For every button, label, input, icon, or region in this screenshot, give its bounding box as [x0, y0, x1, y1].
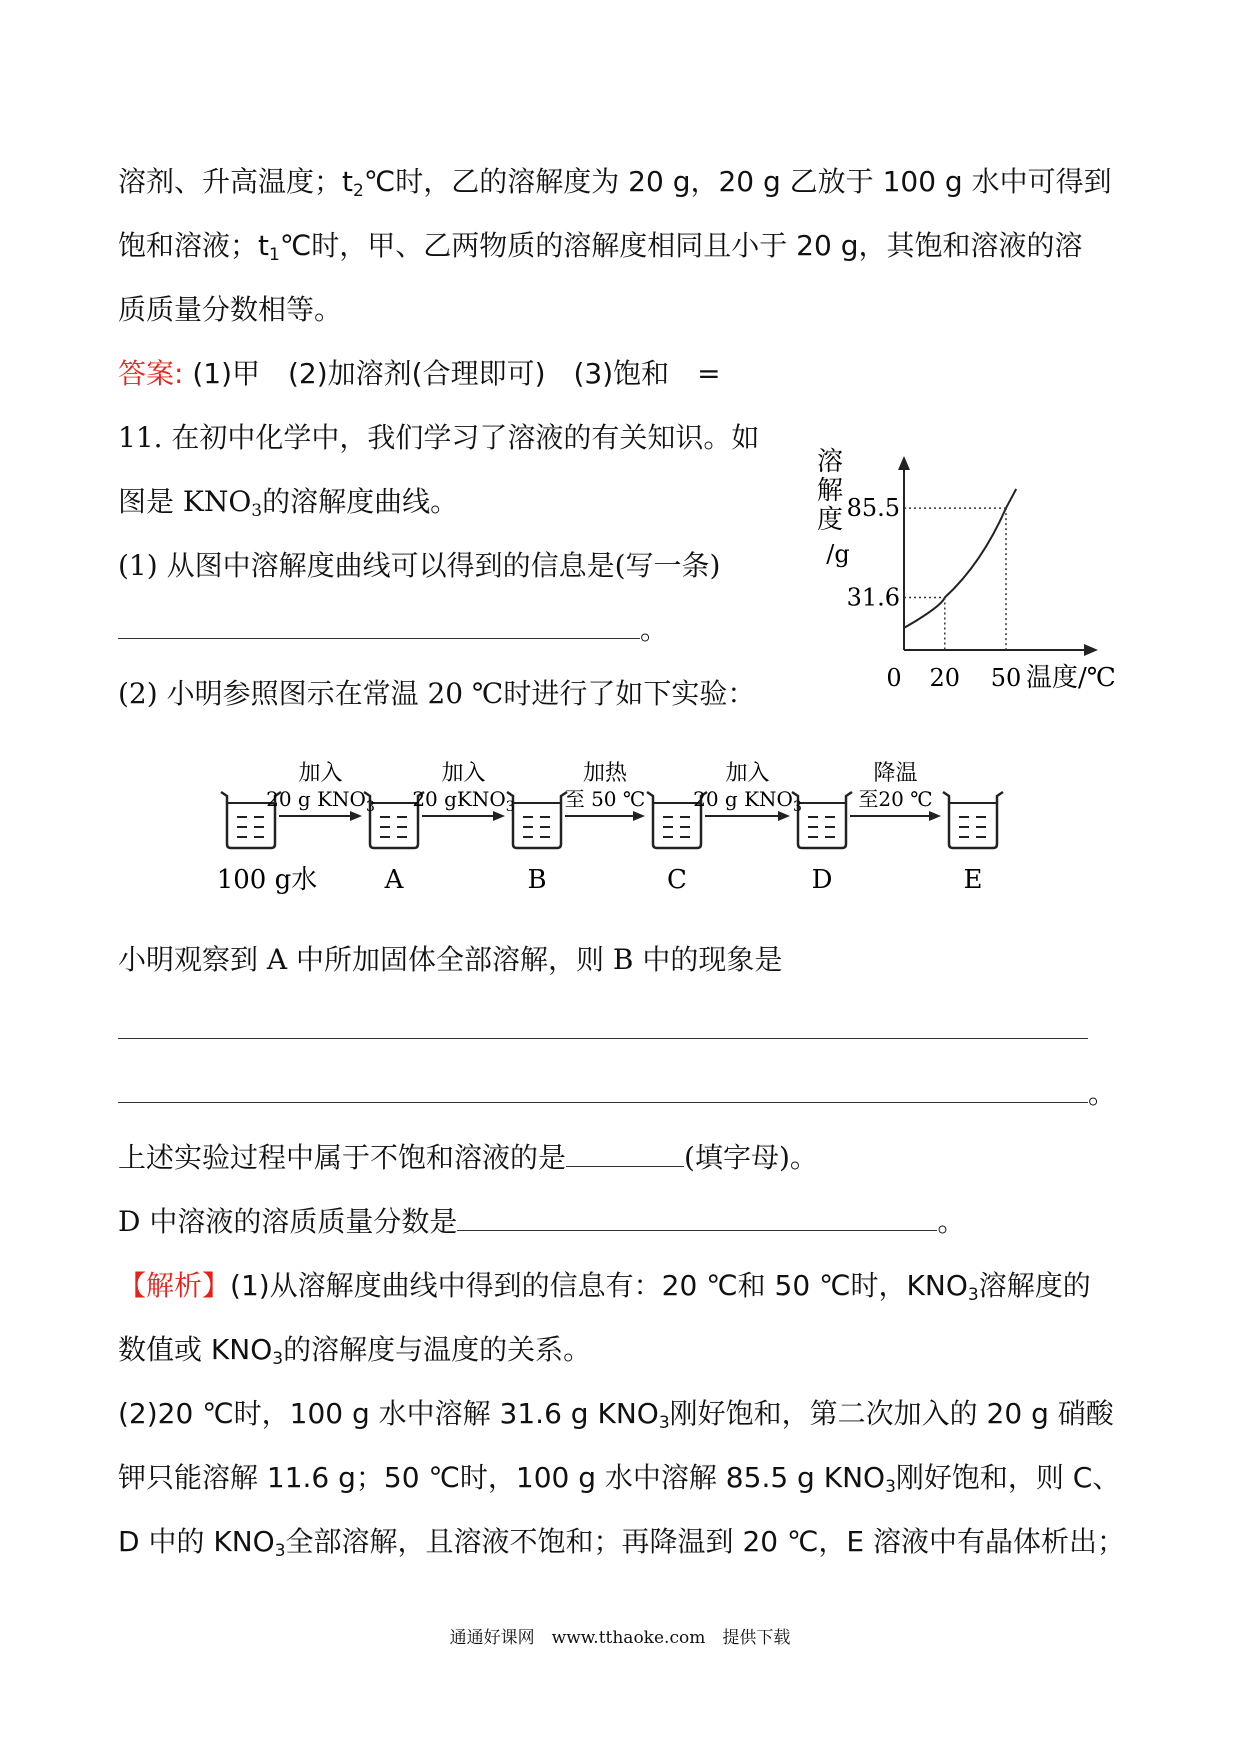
step-top-label-4: 降温 [873, 761, 918, 786]
y-axis-unit: /g [826, 540, 850, 568]
step-top-label-2: 加热 [582, 761, 628, 786]
answer-blank-5[interactable] [457, 1204, 937, 1231]
question-part-2: (2) 小明参照图示在常温 20 ℃时进行了如下实验： [118, 677, 756, 710]
analysis-line-3: (2)20 ℃时，100 g 水中溶解 31.6 g $KNO_3$刚好饱和，第二次加入的 20 g 硝酸 [118, 1397, 1114, 1433]
step-arrowhead-3 [778, 811, 790, 821]
step-top-label-0: 加入 [298, 761, 343, 786]
beaker-label-2: B [527, 865, 547, 895]
question-line-9: 上述实验过程中属于不饱和溶液的是 (填字母)。 [118, 1141, 818, 1174]
step-bottom-label-4: 至20 ℃ [858, 787, 933, 811]
page-footer: 通通好课网 www.tthaoke.com 提供下载 [449, 1628, 791, 1648]
question-line-6: 小明观察到 A 中所加固体全部溶解，则 B 中的现象是 [118, 943, 783, 976]
y-axis-label-char: 溶 [816, 447, 844, 477]
answer-line [118, 354, 721, 394]
beaker-label-3: C [667, 865, 687, 895]
step-bottom-label-0: 20 g $KNO_3$ [266, 787, 375, 815]
beaker-label-5: E [963, 865, 983, 895]
step-arrowhead-4 [929, 811, 941, 821]
step-arrowhead-0 [350, 811, 362, 821]
answer-blank-1[interactable]: 。 [118, 610, 668, 650]
answer-blank-3[interactable]: 。 [118, 1074, 1116, 1114]
question-line-2: 图是 $KNO_3$的溶解度曲线。 [118, 485, 459, 521]
step-arrowhead-2 [633, 811, 645, 821]
beaker-label-0: 100 g水 [216, 865, 318, 895]
step-top-label-1: 加入 [441, 761, 486, 786]
y-axis-arrow [898, 456, 910, 470]
analysis-line-4: 钾只能溶解 11.6 g；50 ℃时，100 g 水中溶解 85.5 g $KNO_3$刚好饱和，则 C、 [118, 1461, 1121, 1497]
solubility-chart [800, 440, 1140, 700]
experiment-diagram [205, 760, 1065, 900]
beaker-label-1: A [384, 865, 404, 895]
step-top-label-3: 加入 [725, 761, 770, 786]
y-tick-label: 85.5 [846, 494, 900, 523]
question-line-10: D 中溶液的溶质质量分数是 。 [118, 1205, 966, 1238]
analysis-label: 【解析】 [118, 1269, 231, 1302]
y-axis-label-char: 度 [816, 505, 844, 535]
question-line-1: 11. 在初中化学中，我们学习了溶液的有关知识。如 [118, 421, 760, 454]
origin-label: 0 [886, 664, 902, 692]
beaker-2 [507, 792, 567, 848]
analysis-line-5: D 中的 $KNO_3$全部溶解，且溶液不饱和；再降温到 20 ℃，E 溶液中有晶体析出； [118, 1525, 1126, 1561]
answer-blank-2[interactable] [118, 1010, 1088, 1050]
text-line-3: 质质量分数相等。 [118, 293, 343, 326]
step-bottom-label-2: 至 50 ℃ [564, 787, 646, 811]
x-axis-label: 温度/℃ [1026, 663, 1116, 693]
answer-text: (1)甲 (2)加溶剂(合理即可) (3)饱和 = [183, 357, 721, 390]
y-tick-label: 31.6 [846, 583, 900, 612]
answer-label: 答案: [118, 357, 184, 390]
answer-blank-4[interactable] [566, 1140, 684, 1167]
y-axis-label-char: 解 [816, 476, 844, 506]
step-arrowhead-1 [493, 811, 505, 821]
question-part-1: (1) 从图中溶解度曲线可以得到的信息是(写一条) [118, 549, 721, 582]
beaker-label-4: D [811, 865, 833, 895]
text-line-1: 溶剂、升高温度；$t_2℃$时，乙的溶解度为 20 g，20 g 乙放于 100 g 水中可得到 [118, 165, 1112, 201]
x-axis-arrow [1084, 644, 1098, 656]
step-bottom-label-3: 20 g $KNO_3$ [693, 787, 802, 815]
x-tick-label: 20 [929, 664, 961, 692]
analysis-line-1: 【解析】(1)从溶解度曲线中得到的信息有：20 ℃和 50 ℃时，$KNO_3$溶解度的 [118, 1269, 1091, 1305]
analysis-line-2: 数值或 $KNO_3$的溶解度与温度的关系。 [118, 1333, 592, 1369]
text-line-2: 饱和溶液；$t_1℃$时，甲、乙两物质的溶解度相同且小于 20 g，其饱和溶液的溶 [118, 229, 1083, 265]
step-bottom-label-1: 20 gKNO$_3$ [412, 787, 515, 815]
x-tick-label: 50 [990, 664, 1022, 692]
solubility-curve [904, 489, 1016, 628]
beaker-5 [943, 792, 1003, 848]
